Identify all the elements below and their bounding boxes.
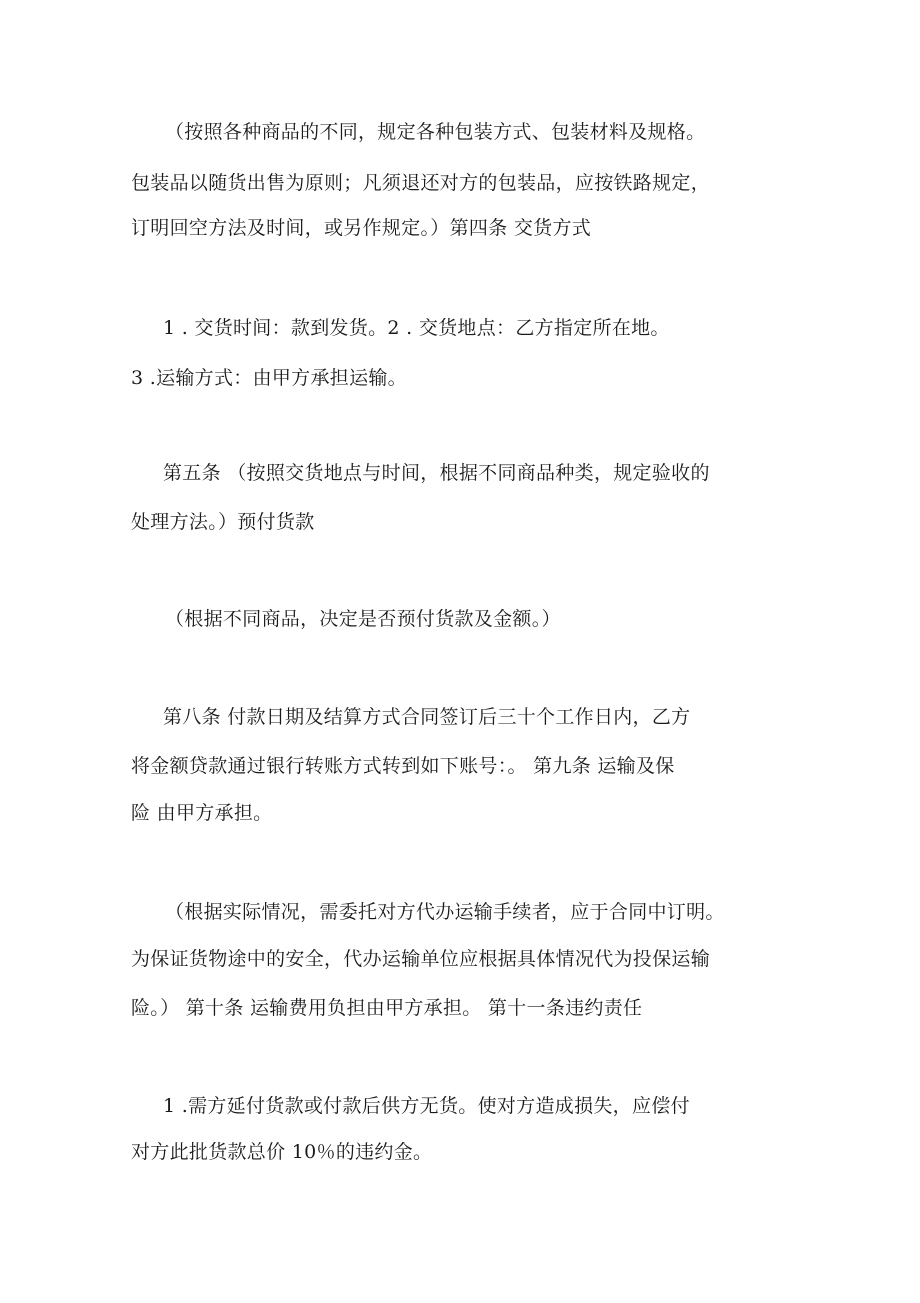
paragraph-1-line-1: （按照各种商品的不同，规定各种包装方式、包装材料及规格。 [165,121,706,143]
paragraph-5-line-2: 将金额贷款通过银行转账方式转到如下账号：。 第九条 运输及保 [131,755,675,777]
paragraph-2-line-1: 1 . 交货时间：款到发货。2 . 交货地点：乙方指定所在地。 [163,317,670,339]
paragraph-5-line-3: 险 由甲方承担。 [131,802,273,824]
paragraph-6-line-3: 险。） 第十条 运输费用负担由甲方承担。 第十一条违约责任 [131,997,643,1019]
paragraph-2-line-2: 3 .运输方式：由甲方承担运输。 [131,367,407,389]
paragraph-3-line-1: 第五条 （按照交货地点与时间，根据不同商品种类，规定验收的 [163,462,710,484]
paragraph-6-line-2: 为保证货物途中的安全，代办运输单位应根据具体情况代为投保运输 [131,948,711,970]
paragraph-7-line-1: 1 .需方延付货款或付款后供方无货。使对方造成损失，应偿付 [163,1095,690,1117]
paragraph-4-line-1: （根据不同商品，决定是否预付货款及金额。） [165,608,561,630]
paragraph-3-line-2: 处理方法。）预付货款 [131,511,315,533]
paragraph-6-line-1: （根据实际情况，需委托对方代办运输手续者，应于合同中订明。 [165,901,725,923]
paragraph-1-line-3: 订明回空方法及时间，或另作规定。）第四条 交货方式 [131,217,592,239]
paragraph-5-line-1: 第八条 付款日期及结算方式合同签订后三十个工作日内，乙方 [163,706,691,728]
paragraph-7-line-2: 对方此批货款总价 10％的违约金。 [131,1141,433,1163]
paragraph-1-line-2: 包装品以随货出售为原则；凡须退还对方的包装品，应按铁路规定， [131,172,711,194]
